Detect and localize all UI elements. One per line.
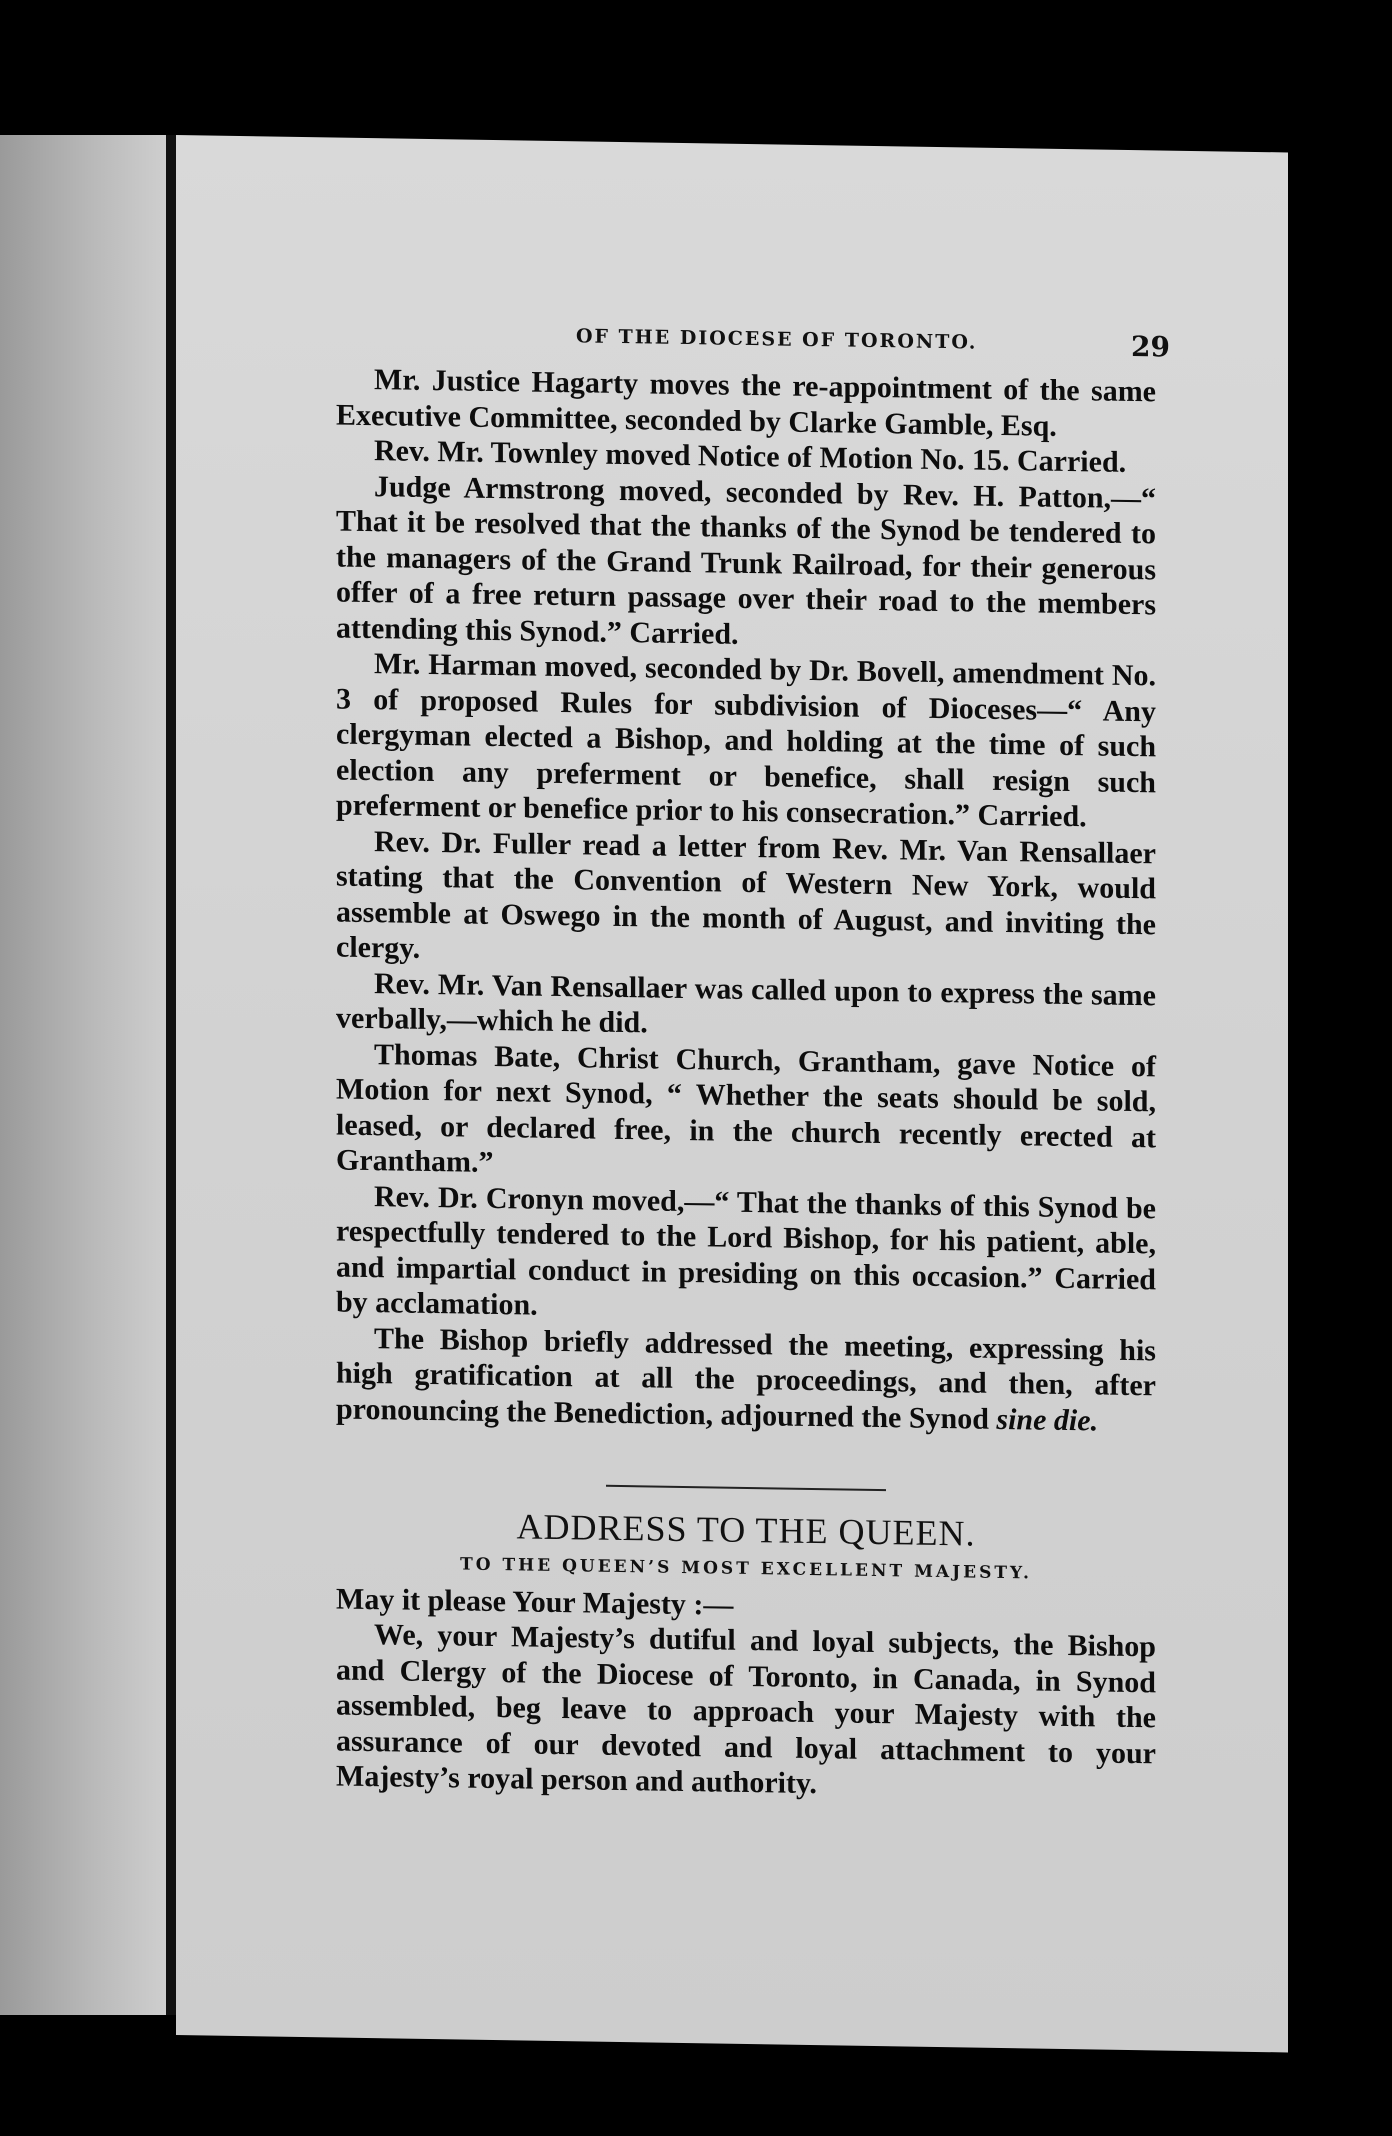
paragraph: Mr. Harman moved, seconded by Dr. Bovell, amendment No. 3 of proposed Rules for subdivision of Dioceses—“ Any clergyman elected a Bishop, and holding at the time of such election any preferment or benefice, shall resign such preferment or benefice prior to his consecration.” Carried. (336, 647, 1156, 834)
paragraph: We, your Majesty’s dutiful and loyal subjects, the Bishop and Clergy of the Diocese of Toronto, in Canada, in Synod assembled, beg leave to approach your Majesty with the assurance of our devoted and loyal attachment to your Majesty’s royal person and authority. (336, 1618, 1156, 1801)
address-subtitle: TO THE QUEEN’S MOST EXCELLENT MAJESTY. (460, 1554, 1032, 1584)
paragraph: Rev. Dr. Cronyn moved,—“ That the thanks of this Synod be respectfully tendered to the Lord Bishop, for his patient, able, and impartial conduct in presiding on this occasion.” Carried by acclamation. (336, 1179, 1156, 1322)
closing-paragraph (336, 1320, 1156, 1439)
paragraph: Rev. Mr. Van Rensallaer was called upon to express the same verbally,—which he did. (336, 966, 1156, 1040)
book-page (176, 135, 1288, 2052)
paragraph: Mr. Justice Hagarty moves the re-appointment of the same Executive Committee, seconded by Clarke Gamble, Esq. (336, 363, 1156, 443)
page-content (336, 320, 1170, 1807)
address-title: ADDRESS TO THE QUEEN. (516, 1506, 976, 1554)
paragraph: Judge Armstrong moved, seconded by Rev. H. Patton,—“ That it be resolved that the thanks of the Synod be tendered to the managers of the Grand Trunk Railroad, for their generous offer of a free return passage over their road to the members attending this Synod.” Carried. (336, 469, 1156, 651)
section-divider (606, 1485, 886, 1491)
book-gutter (166, 135, 176, 2015)
paragraph: Thomas Bate, Christ Church, Grantham, gave Notice of Motion for next Synod, “ Whether the seats should be sold, leased, or declared free, in the church recently erected at Grantham.” (336, 1037, 1156, 1179)
running-title: OF THE DIOCESE OF TORONTO. (576, 325, 978, 354)
minutes-text (336, 362, 1156, 1440)
paragraph: Rev. Dr. Fuller read a letter from Rev. Mr. Van Rensallaer stating that the Convention of Western New York, would assemble at Oswego in the month of August, and inviting the clergy. (336, 824, 1156, 965)
salutation: May it please Your Majesty :— (336, 1582, 734, 1622)
closing-italic: sine die. (996, 1402, 1099, 1437)
page-number: 29 (1131, 330, 1170, 364)
closing-text: The Bishop briefly addressed the meeting, expressing his high gratification at all the proceedings, and then, after pronouncing the Benediction, adjourned the Synod (336, 1321, 1156, 1436)
facing-page-edge (0, 135, 168, 2015)
paragraph: Rev. Mr. Townley moved Notice of Motion No. 15. Carried. (374, 434, 1127, 479)
address-body (336, 1617, 1156, 1807)
